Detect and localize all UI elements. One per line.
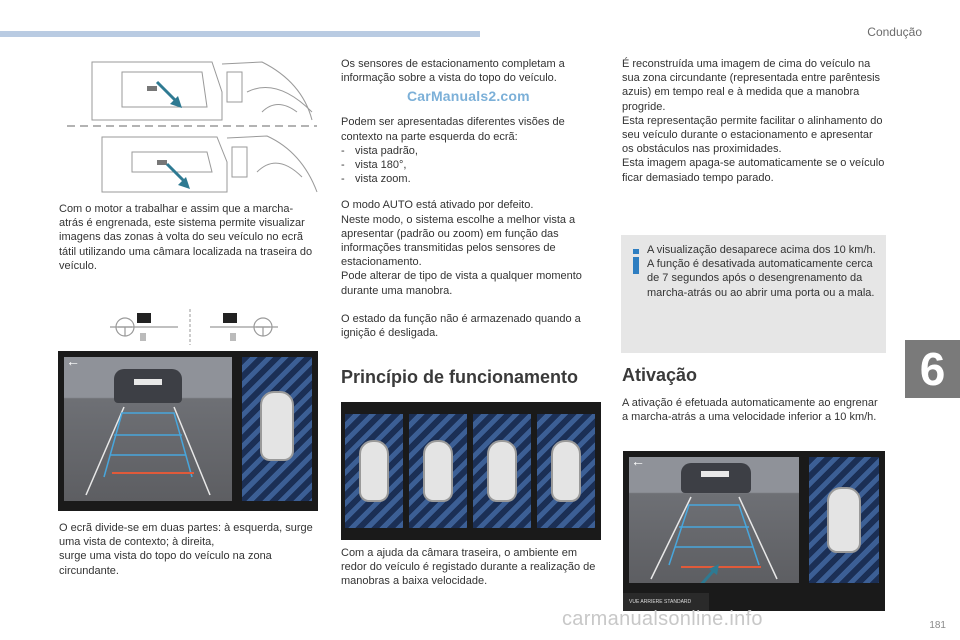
camera-location-arrow-icon [157,82,190,189]
top-view-sequence [341,402,601,540]
col1-split: O ecrã divide-se em duas partes: à esquerda, surge uma vista de contexto; à direita, surge uma vista do topo do veículo na zona circundante. [59,522,313,577]
camera-screen-1 [58,351,318,511]
top-view [242,357,312,501]
watermark-top: CarManuals2.com [407,88,530,104]
chapter-tab: 6 [905,340,960,398]
top-view-frame [345,414,403,528]
col1-intro: Com o motor a trabalhar e assim que a marcha-atrás é engrenada, este sistema permite visualizar imagens das zonas à volta do seu veículo no ecrã tátil utilizando uma câmara localizada na traseira do veículo. [59,203,313,272]
col2-p4: O estado da função não é armazenado quando a ignição é desligada. [341,312,581,340]
top-view-frame [409,414,467,528]
info-text: A visualização desaparece acima dos 10 km/h. A função é desativada automaticamente cerca de 7 segundos após o desengrenamento da marcha-atrás ou ao abrir uma porta ou a mala. [647,244,876,299]
context-view [629,457,799,583]
info-icon [633,249,639,271]
col2-p5: Com a ajuda da câmara traseira, o ambiente em redor do veículo é registado durante a realização de manobras a baixa velocidade. [341,547,596,588]
view-mode-label[interactable]: VUE ARRIERE STANDARD [623,593,709,611]
top-view-frame [473,414,531,528]
col2-text [341,57,599,350]
context-view [64,357,232,501]
back-arrow-icon[interactable]: ← [66,353,80,369]
header-bar [0,31,480,37]
view-list [341,144,599,187]
col3-p1: É reconstruída uma imagem de cima do veículo na sua zona circundante (representada entre parêntesis azuis) em tempo real e à medida que a manobra progride. Esta representação permite facilitar o alinhamento do seu veículo durante o estacionamento e apresentar os obstáculos nas proximidades. Esta imagem apaga-se automaticamente se o veículo ficar demasiado tempo parado. [622,58,885,184]
col2-p3: O modo AUTO está ativado por defeito. Neste modo, o sistema escolhe a melhor vista a apresentar (padrão ou zoom) em função das informações transmitidas pelos sensores de estacionamento. Pode alterar de tipo de vista a qualquer momento durante uma manobra. [341,199,582,297]
list-item: - vista padrão, [341,144,599,158]
camera-screen-2 [623,451,885,611]
steering-wheel-icon [100,309,290,349]
page-number: 181 [929,620,946,631]
col3-p2: A ativação é efetuada automaticamente ao engrenar a marcha-atrás a uma velocidade inferior a 10 km/h. [622,397,878,424]
section-heading-activation: Ativação [622,365,698,385]
watermark-bottom: carmanualsonline.info [562,608,763,630]
section-heading-principle: Princípio de funcionamento [341,367,579,387]
top-view [809,457,879,583]
info-box [621,235,886,353]
col2-p1: Os sensores de estacionamento completam a informação sobre a vista do topo do veículo. [341,58,565,85]
list-item: - vista zoom. [341,172,599,186]
vehicle-rear-illustration [62,52,322,202]
col2-p2: Podem ser apresentadas diferentes visões de contexto na parte esquerda do ecrã: [341,116,565,143]
list-item: - vista 180°, [341,158,599,172]
top-view-frame [537,414,595,528]
chapter-title: Condução [867,25,922,39]
back-arrow-icon[interactable]: ← [631,453,645,469]
